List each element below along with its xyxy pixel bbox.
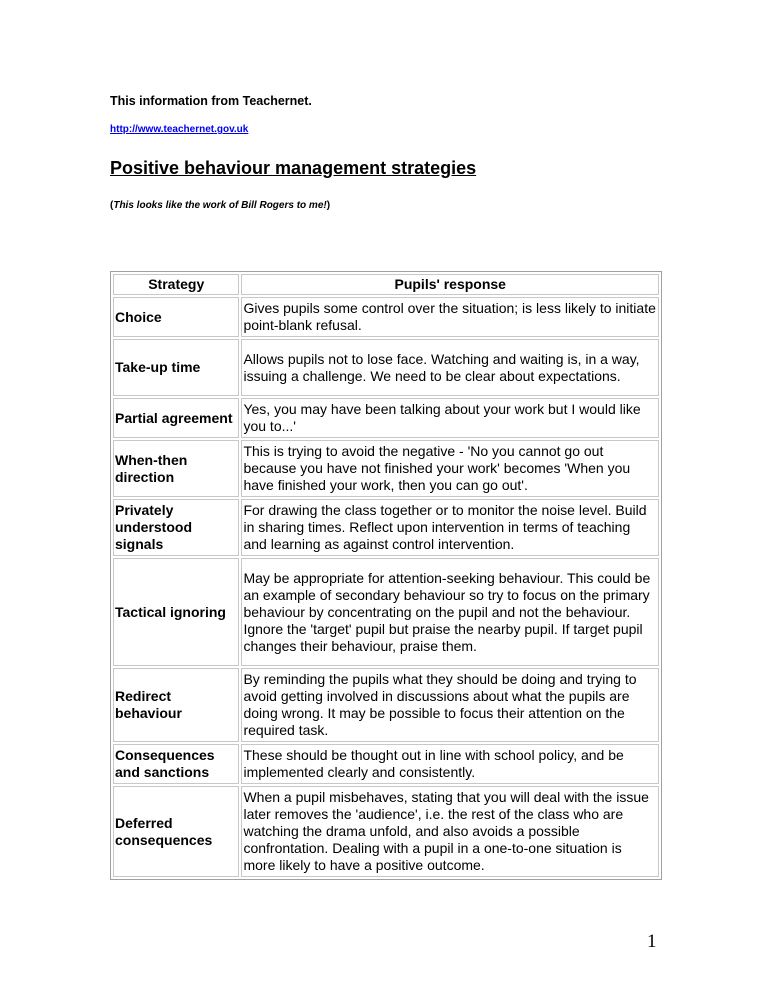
note-open-paren: ( [110,200,114,211]
note-close-paren: ) [326,200,331,211]
author-note [110,200,330,211]
source-line: This information from Teachernet. [110,94,312,108]
response-cell: For drawing the class together or to monitor the noise level. Build in sharing times. Reflect upon intervention in terms of teaching and learning as against control intervention. [241,499,659,556]
page-number: 1 [647,931,657,952]
strategy-cell: Privately understood signals [113,499,239,556]
note-text: This looks like the work of Bill Rogers to me! [113,200,327,211]
header-pupils-response: Pupils' response [241,274,659,295]
table-row [113,744,659,784]
strategy-cell: Consequences and sanctions [113,744,239,784]
response-cell: Gives pupils some control over the situation; is less likely to initiate point-blank refusal. [241,297,659,337]
response-cell: This is trying to avoid the negative - 'No you cannot go out because you have not finished your work' becomes 'When you have finished your work, then you can go out'. [241,440,659,497]
table-row [113,398,659,438]
table-row [113,558,659,666]
table-row [113,440,659,497]
table-row [113,297,659,337]
response-cell: When a pupil misbehaves, stating that you will deal with the issue later removes the 'audience', i.e. the rest of the class who are watching the drama unfold, and also avoids a possible confrontation. Dealing with a pupil in a one-to-one situation is more likely to have a positive outcome. [241,786,659,877]
table-header-row [113,274,659,295]
strategy-cell: Take-up time [113,339,239,396]
strategy-cell: When-then direction [113,440,239,497]
response-cell: May be appropriate for attention-seeking behaviour. This could be an example of secondary behaviour so try to focus on the primary behaviour by concentrating on the pupil and not the behaviour. Ignore the 'target' pupil but praise the nearby pupil. If target pupil changes their behaviour, praise them. [241,558,659,666]
strategy-cell: Deferred consequences [113,786,239,877]
table-row [113,668,659,742]
strategies-table [110,271,662,880]
strategy-cell: Tactical ignoring [113,558,239,666]
table-row [113,786,659,877]
response-cell: By reminding the pupils what they should be doing and trying to avoid getting involved in discussions about what the pupils are doing wrong. It may be possible to focus their attention on the required task. [241,668,659,742]
response-cell: Allows pupils not to lose face. Watching and waiting is, in a way, issuing a challenge. We need to be clear about expectations. [241,339,659,396]
response-cell: Yes, you may have been talking about your work but I would like you to...' [241,398,659,438]
strategy-cell: Choice [113,297,239,337]
table-row [113,499,659,556]
response-cell: These should be thought out in line with school policy, and be implemented clearly and consistently. [241,744,659,784]
strategy-cell: Partial agreement [113,398,239,438]
source-link[interactable]: http://www.teachernet.gov.uk [110,124,249,135]
strategy-cell: Redirect behaviour [113,668,239,742]
table-row [113,339,659,396]
document-title: Positive behaviour management strategies [110,158,477,178]
header-strategy: Strategy [113,274,239,295]
